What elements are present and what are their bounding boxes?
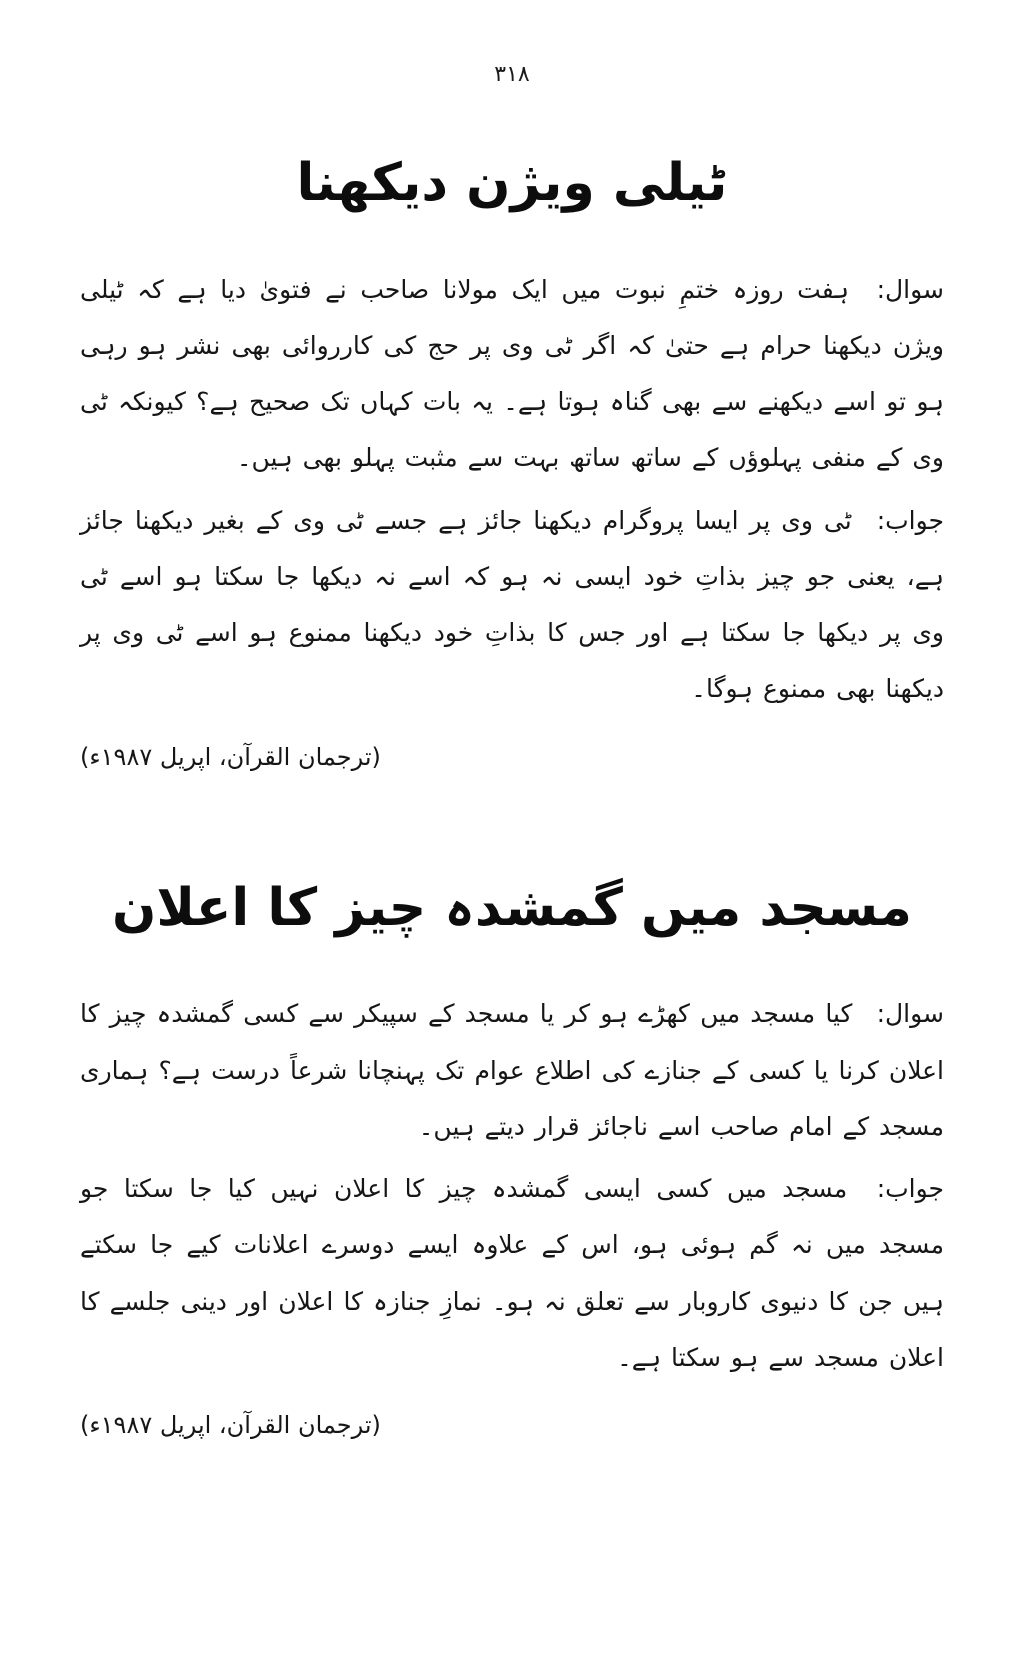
answer-label: جواب:: [876, 1174, 944, 1204]
question-paragraph: [80, 986, 944, 1155]
answer-text: ٹی وی پر ایسا پروگرام دیکھنا جائز ہے جسے ٹی وی کے بغیر دیکھنا جائز ہے، یعنی جو چیز بذاتِ خود ایسی نہ ہو کہ اسے نہ دیکھا جا سکتا ہو اسے ٹی وی پر دیکھا جا سکتا ہے اور جس کا بذاتِ خود دیکھنا ممنوع ہو اسے ٹی وی پر دیکھنا بھی ممنوع ہوگا۔: [80, 505, 944, 704]
answer-paragraph: [80, 1161, 944, 1386]
section-title: ٹیلی ویژن دیکھنا: [296, 153, 728, 213]
question-paragraph: [80, 262, 944, 487]
answer-label: جواب:: [876, 505, 944, 535]
answer-text: مسجد میں کسی ایسی گمشدہ چیز کا اعلان نہیں کیا جا سکتا جو مسجد میں نہ گم ہوئی ہو، اس کے علاوہ ایسے دوسرے اعلانات کیے جا سکتے ہیں جن کا دنیوی کاروبار سے تعلق نہ ہو۔ نمازِ جنازہ کا اعلان اور دینی جلسے کا اعلان مسجد سے ہو سکتا ہے۔: [80, 1174, 944, 1372]
citation: (ترجمان القرآن، اپریل ۱۹۸۷ء): [80, 1411, 381, 1440]
question-text: ہفت روزہ ختمِ نبوت میں ایک مولانا صاحب نے فتویٰ دیا ہے کہ ٹیلی ویژن دیکھنا حرام ہے حتیٰ کہ اگر ٹی وی پر حج کی کارروائی بھی نشر ہو رہی ہو تو اسے دیکھنے سے بھی گناہ ہوتا ہے۔ یہ بات کہاں تک صحیح ہے؟ کیونکہ ٹی وی کے منفی پہلوؤں کے ساتھ ساتھ بہت سے مثبت پہلو بھی ہیں۔: [80, 274, 944, 473]
page-number: ٣١٨: [494, 62, 530, 87]
section-television: [80, 150, 944, 779]
section-mosque-announcement: [80, 875, 944, 1448]
section-title: مسجد میں گمشدہ چیز کا اعلان: [112, 877, 912, 938]
question-text: کیا مسجد میں کھڑے ہو کر یا مسجد کے سپیکر سے کسی گمشدہ چیز کا اعلان کرنا یا کسی کے جنازے کی اطلاع عوام تک پہنچانا شرعاً درست ہے؟ ہماری مسجد کے امام صاحب اسے ناجائز قرار دیتے ہیں۔: [80, 999, 944, 1141]
answer-paragraph: [80, 493, 944, 718]
question-label: سوال:: [876, 999, 944, 1029]
citation: (ترجمان القرآن، اپریل ۱۹۸۷ء): [80, 742, 381, 771]
page-content: [80, 150, 944, 1517]
question-label: سوال:: [876, 274, 944, 304]
